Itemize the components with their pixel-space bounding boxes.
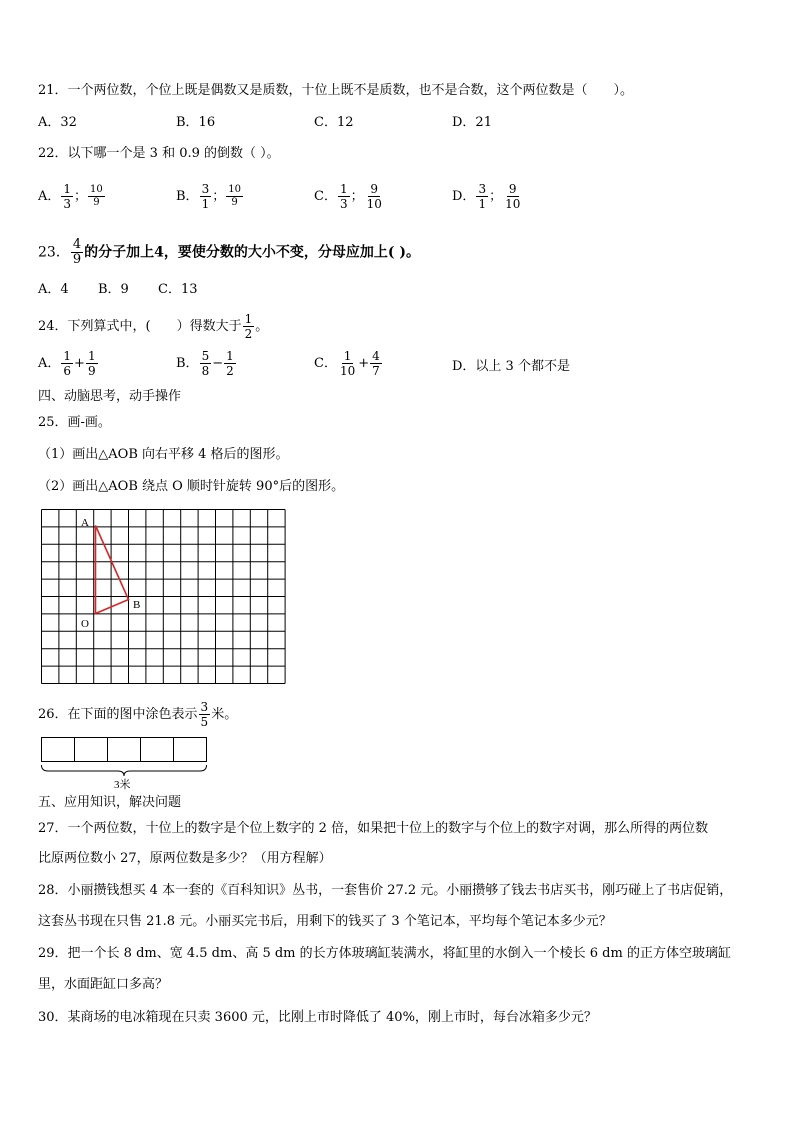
q23-option-a: A．4 xyxy=(38,282,69,297)
q24-option-c: C． $\frac{1}{10}$ + $\frac{4}{7}$ xyxy=(314,349,380,378)
section-5-heading: 五、应用知识，解决问题 xyxy=(38,795,182,810)
bar-outline xyxy=(42,738,207,762)
q29-line1: 29．把一个长 8 dm、宽 4.5 dm、高 5 dm 的长方体玻璃缸装满水，将缸里的水倒入一个棱长 6 dm 的正方体空玻璃缸 xyxy=(38,946,731,961)
q21-stem: 21．一个两位数，个位上既是偶数又是质数，十位上既不是质数，也不是合数，这个两位数是（ ）。 xyxy=(38,83,634,98)
q27-line1: 27．一个两位数，十位上的数字是个位上数字的 2 倍，如果把十位上的数字与个位上的数字对调，那么所得的两位数 xyxy=(38,821,709,836)
point-b-label: B xyxy=(133,599,141,611)
q23-option-c: C．13 xyxy=(158,282,198,297)
q23-option-b: B．9 xyxy=(98,282,129,297)
q22-option-b: B． $\frac{3}{1}$ ； $\frac{10}{9}$ xyxy=(176,182,241,211)
brace-label: 3米 xyxy=(114,779,131,791)
brace xyxy=(42,765,207,776)
q29-line2: 里，水面距缸口多高？ xyxy=(38,977,169,992)
q27-line2: 比原两位数小 27，原两位数是多少？（用方程解） xyxy=(38,851,332,866)
q21-option-b: B．16 xyxy=(176,115,216,130)
q24-option-d: D．以上 3 个都不是 xyxy=(452,359,570,374)
q28-line2: 这套丛书现在只售 21.8 元。小丽买完书后，用剩下的钱买了 3 个笔记本，平均每个笔记本多少元？ xyxy=(38,914,612,929)
q30-line1: 30．某商场的电冰箱现在只卖 3600 元，比刚上市时降低了 40%，刚上市时，每台冰箱多少元？ xyxy=(38,1010,597,1025)
q26-bar-figure xyxy=(38,734,214,794)
q26-stem: 26．在下面的图中涂色表示 $\frac{3}{5}$ 米。 xyxy=(38,700,238,729)
point-a-label: A xyxy=(81,517,89,529)
q21-option-c: C．12 xyxy=(314,115,354,130)
q21-option-d: D．21 xyxy=(452,115,492,130)
q24-stem: 24．下列算式中，( ）得数大于 $\frac{1}{2}$ 。 xyxy=(38,312,269,341)
q22-option-a: A． $\frac{1}{3}$ ； $\frac{10}{9}$ xyxy=(38,182,103,211)
q24-option-a: A． $\frac{1}{6}$ + $\frac{1}{9}$ xyxy=(38,349,96,378)
q24-option-b: B． $\frac{5}{8}$ − $\frac{1}{2}$ xyxy=(176,349,234,378)
q25-sub1: （1）画出△AOB 向右平移 4 格后的图形。 xyxy=(38,447,289,462)
q23-stem: 23． $\frac{4}{9}$ 的分子加上4，要使分数的大小不变，分母应加上( )。 xyxy=(38,237,420,267)
triangle-aob xyxy=(96,526,129,614)
point-o-label: O xyxy=(81,618,89,630)
q25-sub2: （2）画出△AOB 绕点 O 顺时针旋转 90°后的图形。 xyxy=(38,479,345,494)
q22-option-d: D． $\frac{3}{1}$ ； $\frac{9}{10}$ xyxy=(452,182,521,211)
q25-title: 25．画-画。 xyxy=(38,415,111,430)
q28-line1: 28．小丽攒钱想买 4 本一套的《百科知识》丛书，一套售价 27.2 元。小丽攒够了钱去书店买书，刚巧碰上了书店促销， xyxy=(38,883,733,898)
q25-grid-figure xyxy=(38,506,290,686)
q22-stem: 22．以下哪一个是 3 和 0.9 的倒数（ ）。 xyxy=(38,146,280,161)
q22-option-c: C． $\frac{1}{3}$ ； $\frac{9}{10}$ xyxy=(314,182,382,211)
q21-option-a: A．32 xyxy=(38,115,77,130)
section-4-heading: 四、动脑思考，动手操作 xyxy=(38,389,182,404)
